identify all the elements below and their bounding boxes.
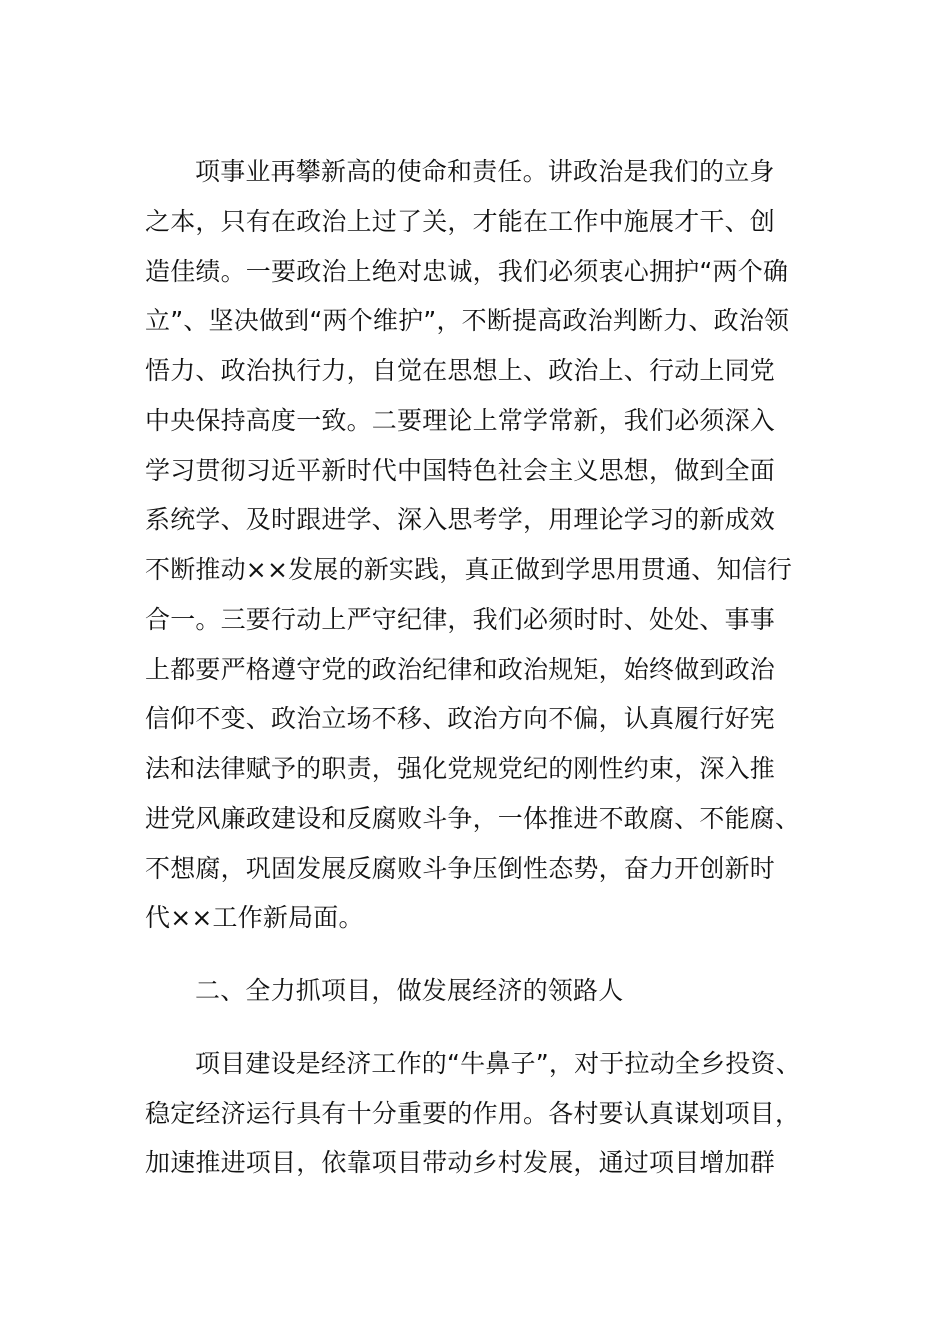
paragraph-line-6: 中央保持高度一致。二要理论上常学常新，我们必须深入: [145, 406, 776, 435]
paragraph-line-3: 造佳绩。一要政治上绝对忠诚，我们必须衷心拥护“两个确: [145, 257, 789, 286]
paragraph-line-12: 信仰不变、政治立场不移、政治方向不偏，认真履行好宪: [145, 704, 776, 733]
paragraph-line-16: 代××工作新局面。: [145, 903, 364, 932]
paragraph-line-7: 学习贯彻习近平新时代中国特色社会主义思想，做到全面: [145, 456, 776, 485]
paragraph-line-14: 进党风廉政建设和反腐败斗争，一体推进不敢腐、不能腐、: [145, 804, 801, 833]
paragraph-line-10: 合一。三要行动上严守纪律，我们必须时时、处处、事事: [145, 605, 776, 634]
paragraph-line-1: 项事业再攀新高的使命和责任。讲政治是我们的立身: [195, 157, 775, 186]
paragraph-2-line-3: 加速推进项目，依靠项目带动乡村发展，通过项目增加群: [145, 1148, 776, 1177]
paragraph-line-13: 法和法律赋予的职责，强化党规党纪的刚性约束，深入推: [145, 754, 776, 783]
paragraph-line-9: 不断推动××发展的新实践，真正做到学思用贯通、知信行: [145, 555, 793, 584]
section-heading: 二、全力抓项目，做发展经济的领路人: [195, 976, 624, 1005]
paragraph-2-line-2: 稳定经济运行具有十分重要的作用。各村要认真谋划项目，: [145, 1099, 801, 1128]
paragraph-line-8: 系统学、及时跟进学、深入思考学，用理论学习的新成效: [145, 505, 776, 534]
paragraph-line-11: 上都要严格遵守党的政治纪律和政治规矩，始终做到政治: [145, 655, 776, 684]
paragraph-2-line-1: 项目建设是经济工作的“牛鼻子”，对于拉动全乡投资、: [195, 1049, 801, 1078]
paragraph-line-2: 之本，只有在政治上过了关，才能在工作中施展才干、创: [145, 207, 776, 236]
paragraph-line-15: 不想腐，巩固发展反腐败斗争压倒性态势，奋力开创新时: [145, 854, 776, 883]
paragraph-line-4: 立”、坚决做到“两个维护”，不断提高政治判断力、政治领: [145, 306, 790, 335]
paragraph-line-5: 悟力、政治执行力，自觉在思想上、政治上、行动上同党: [145, 356, 776, 385]
